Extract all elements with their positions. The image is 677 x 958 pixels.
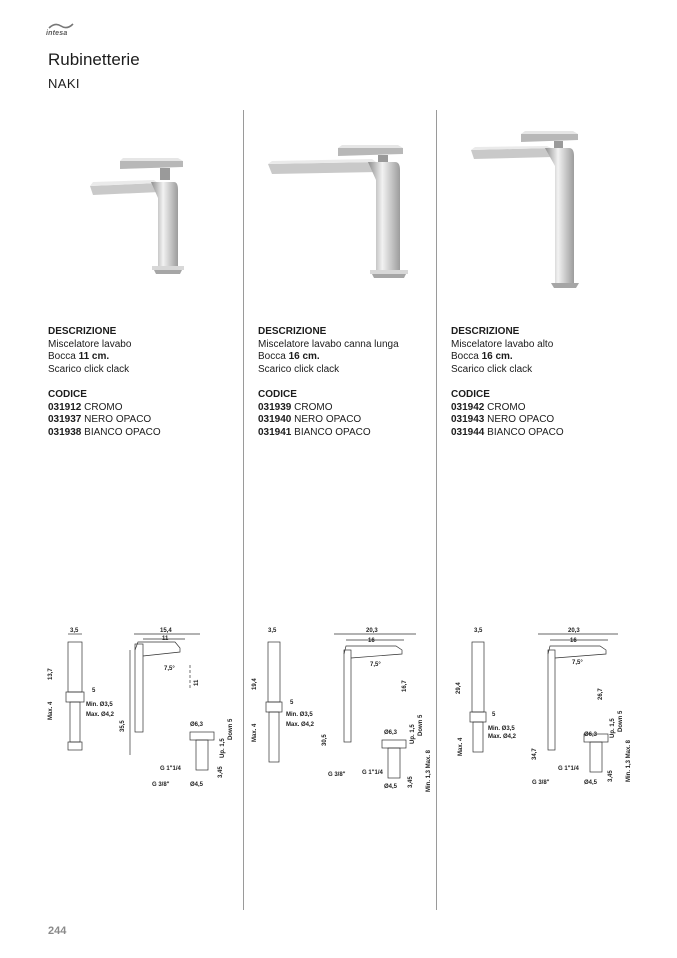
product-code: 031938 [48,426,82,438]
dim-height-spout: 11 [194,679,200,686]
dim-min: Min. Ø3,5 [86,702,113,708]
description-line: Scarico click clack [48,363,130,375]
dim-up: Up. 1,5 [220,738,226,758]
product-code: 031942 [451,401,485,413]
description-heading: DESCRIZIONE [48,326,117,337]
code-row [451,414,641,427]
product-description [258,326,448,439]
product-finish: BIANCO OPACO [294,426,371,438]
product-finish: BIANCO OPACO [84,426,161,438]
dim-up: Up. 1,5 [410,724,416,744]
dim-max4: Max. 4 [458,737,464,756]
dim-width-spout: 16 [368,638,375,644]
dim-up: Up. 1,5 [610,718,616,738]
dim-height-upper: 29,4 [456,682,462,694]
dim-width-total: 20,3 [366,628,378,634]
dim-height-upper: 13,7 [48,668,54,680]
product-code: 031940 [258,414,292,425]
page-title: Rubinetterie [48,50,140,69]
dim-angle: 7,5° [370,662,381,668]
product-finish: NERO OPACO [487,414,555,425]
page-number: 244 [48,925,67,937]
product-finish: CROMO [294,401,333,413]
dim-max4: Max. 4 [252,723,258,742]
dim-d45: Ø4,5 [384,784,398,790]
dim-minmax: Min. 1,3 Max. 8 [426,749,432,792]
code-row [258,427,448,440]
dim-d45: Ø4,5 [584,780,598,786]
codes-heading: CODICE [48,389,87,400]
product-finish: BIANCO OPACO [487,426,564,438]
codes-heading: CODICE [258,389,297,400]
product-code: 031941 [258,426,292,438]
dim-min: Min. Ø3,5 [488,726,515,732]
product-finish: CROMO [487,401,526,413]
codes-heading: CODICE [451,389,490,400]
dim-top: 3,5 [70,628,79,634]
description-line: Miscelatore lavabo alto [451,338,554,350]
column-divider [243,110,244,910]
product-finish: CROMO [84,401,123,413]
code-row [258,414,448,427]
dim-top: 3,5 [474,628,483,634]
dim-box5: 5 [290,700,294,706]
code-row [258,402,448,415]
description-line: Miscelatore lavabo [48,338,132,350]
dim-d63: Ø6,3 [190,722,204,728]
product-code: 031939 [258,401,292,413]
description-heading: DESCRIZIONE [451,326,520,337]
code-row [48,402,238,415]
dim-minmax: Min. 1,3 Max. 8 [626,739,632,782]
dim-g114: G 1"1/4 [362,770,383,776]
dim-width-total: 15,4 [160,628,172,634]
technical-drawing [440,620,640,800]
faucet-photo [258,120,448,300]
technical-drawing [40,620,240,800]
dim-g38: G 3/8" [152,782,170,788]
product-code: 031944 [451,426,485,438]
description-line [258,351,448,364]
product-code: 031912 [48,401,82,413]
dim-g114: G 1"1/4 [160,766,181,772]
code-row [451,402,641,415]
dim-h345: 3,45 [608,770,614,782]
dim-angle: 7,5° [164,666,175,672]
page-subtitle: NAKI [48,76,80,91]
dim-down: Down 5 [228,718,234,740]
dim-d63: Ø6,3 [384,730,398,736]
dim-g38: G 3/8" [328,772,346,778]
spout-label: Bocca [451,351,482,362]
dim-height-body: 34,7 [532,748,538,760]
dim-top: 3,5 [268,628,277,634]
code-row [48,414,238,427]
description-line: Miscelatore lavabo canna lunga [258,338,399,350]
dim-g38: G 3/8" [532,780,550,786]
logo-text: intesa [46,30,68,37]
dim-max: Max. Ø4,2 [86,712,115,718]
product-description [48,326,238,439]
product-code: 031937 [48,414,82,425]
description-line: Scarico click clack [451,363,533,375]
dim-max: Max. Ø4,2 [286,722,315,728]
dim-down: Down 5 [618,710,624,732]
dim-height-upper: 19,4 [252,678,258,690]
dim-down: Down 5 [418,714,424,736]
dim-min: Min. Ø3,5 [286,712,313,718]
spout-length: 16 cm. [288,351,320,362]
dim-h345: 3,45 [218,766,224,778]
dim-g114: G 1"1/4 [558,766,579,772]
dim-width-spout: 11 [162,636,169,642]
dim-height-body: 30,5 [322,734,328,746]
description-line [451,351,641,364]
dim-angle: 7,5° [572,660,583,666]
product-finish: NERO OPACO [84,414,152,425]
technical-drawing [246,620,436,800]
dim-height-spout: 26,7 [598,688,604,700]
code-row [48,427,238,440]
dim-box5: 5 [92,688,96,694]
logo-wave-icon [48,22,74,30]
faucet-photo [48,120,238,300]
faucet-photo [451,120,641,300]
code-row [451,427,641,440]
dim-height-spout: 16,7 [402,680,408,692]
description-line: Scarico click clack [258,363,340,375]
dim-max4: Max. 4 [48,701,54,720]
dim-width-total: 20,3 [568,628,580,634]
dim-height-body: 35,5 [120,720,126,732]
brand-logo [46,22,86,40]
dim-max: Max. Ø4,2 [488,734,517,740]
dim-width-spout: 16 [570,638,577,644]
spout-label: Bocca [258,351,289,362]
dim-d45: Ø4,5 [190,782,204,788]
dim-h345: 3,45 [408,776,414,788]
spout-length: 11 cm. [78,351,110,362]
product-finish: NERO OPACO [294,414,362,425]
description-heading: DESCRIZIONE [258,326,327,337]
product-code: 031943 [451,414,485,425]
product-description [451,326,641,439]
dim-d63: Ø6,3 [584,732,598,738]
spout-label: Bocca [48,351,79,362]
dim-box5: 5 [492,712,496,718]
description-line [48,351,238,364]
spout-length: 16 cm. [481,351,513,362]
